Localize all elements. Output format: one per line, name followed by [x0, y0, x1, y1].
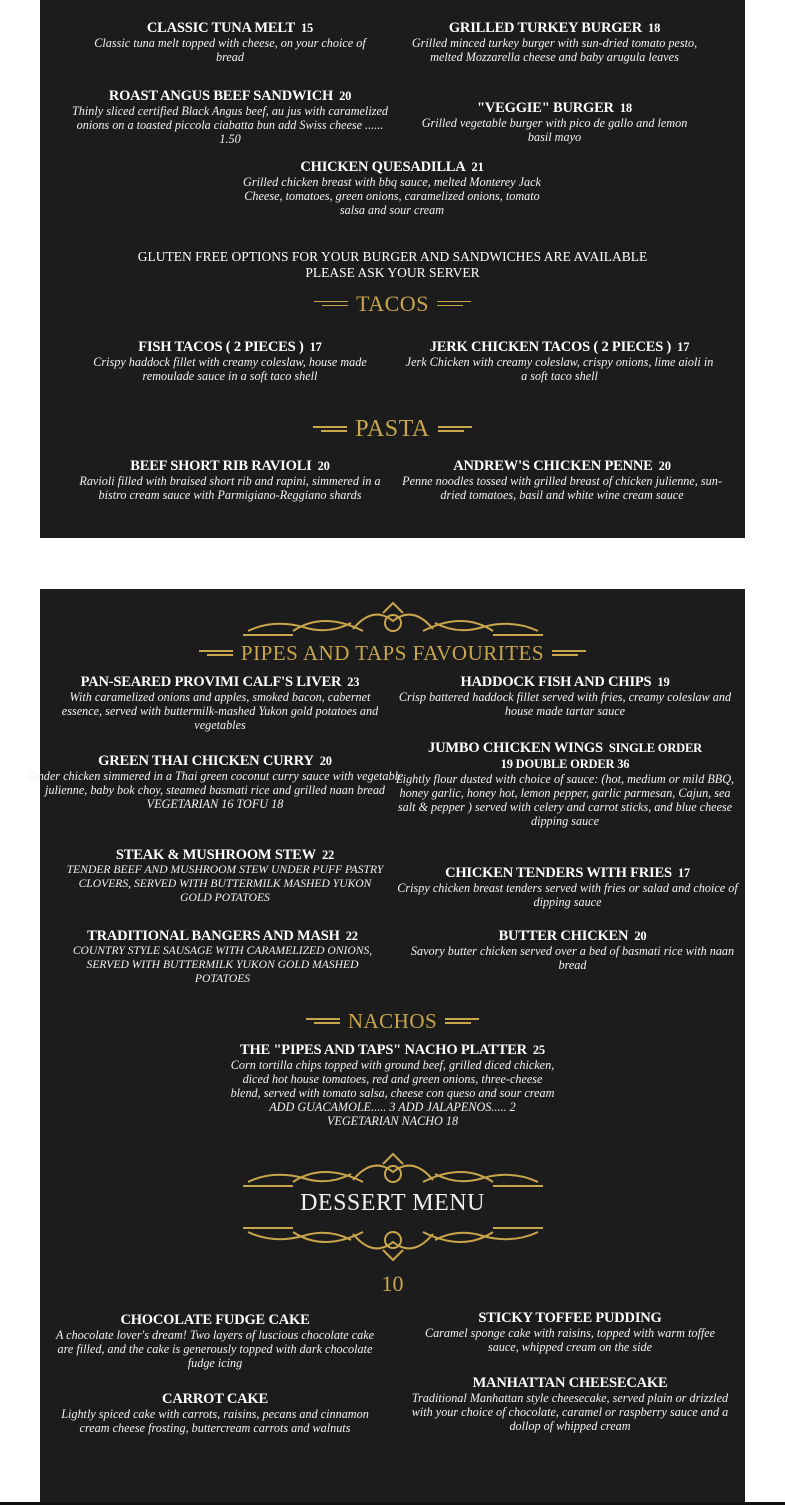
item-description: A chocolate lover's dream! Two layers of luscious chocolate cake are filled, and the cake is generously topped with dark chocolate fudge icing [55, 1328, 375, 1370]
item-name: BEEF SHORT RIB RAVIOLI 20 [130, 458, 330, 474]
item-name: "VEGGIE" BURGER 18 [477, 100, 632, 116]
menu-item [402, 100, 707, 144]
menu-item [55, 674, 385, 732]
item-add-ons: ADD GUACAMOLE..... 3 ADD JALAPENOS..... 2 [269, 1100, 516, 1114]
section-heading-favourites [40, 639, 745, 666]
menu-item [395, 674, 735, 718]
decorative-rule [437, 300, 471, 308]
menu-panel-favourites-dessert [26, 589, 745, 1505]
item-description: Grilled vegetable burger with pico de gallo and lemon basil mayo [421, 116, 688, 144]
menu-item [80, 20, 380, 64]
item-price: 17 [677, 340, 690, 354]
menu-item [60, 928, 385, 986]
item-price: 20 [317, 459, 330, 473]
menu-item [70, 88, 390, 146]
item-name: PAN-SEARED PROVIMI CALF'S LIVER 23 [80, 674, 360, 690]
gluten-free-line: GLUTEN FREE OPTIONS FOR YOUR BURGER AND SANDWICHES ARE AVAILABLE [137, 249, 648, 264]
item-name: FISH TACOS ( 2 PIECES ) 17 [138, 339, 322, 355]
menu-panel-mains [40, 0, 745, 538]
item-price: 20 [634, 929, 647, 943]
item-vegetarian-option: VEGETARIAN NACHO 18 [326, 1114, 459, 1128]
item-description: Penne noodles tossed with grilled breast of chicken julienne, sun-dried tomatoes, basil and white wine cream sauce [402, 474, 722, 502]
menu-item [415, 1310, 725, 1354]
ornament-scroll-icon [40, 1222, 745, 1266]
item-description: Crispy chicken breast tenders served with fries or salad and choice of dipping sauce [397, 881, 738, 909]
item-description: Grilled minced turkey burger with sun-dried tomato pesto, melted Mozzarella cheese and baby arugula leaves [411, 36, 698, 64]
decorative-rule [306, 1017, 340, 1025]
item-description: Savory butter chicken served over a bed of basmati rice with naan bread [410, 944, 735, 972]
menu-item [70, 339, 390, 383]
item-name: GREEN THAI CHICKEN CURRY 20 [98, 753, 332, 769]
menu-item [395, 865, 740, 909]
decorative-rule [445, 1017, 479, 1025]
menu-item [390, 740, 740, 828]
item-name: HADDOCK FISH AND CHIPS 19 [460, 674, 670, 690]
ask-server-line: PLEASE ASK YOUR SERVER [305, 265, 480, 280]
item-price: 25 [532, 1043, 545, 1057]
item-price: SINGLE ORDER [608, 741, 702, 755]
menu-item [402, 20, 707, 64]
item-price: 17 [677, 866, 690, 880]
section-heading-pasta [40, 415, 745, 443]
item-price-double: 19 DOUBLE ORDER 36 [500, 757, 630, 771]
item-price: 19 [657, 675, 670, 689]
item-price: 18 [619, 101, 632, 115]
menu-item [25, 753, 405, 811]
decorative-rule [313, 425, 347, 433]
item-description: With caramelized onions and apples, smoked bacon, cabernet essence, served with buttermilk-mashed Yukon gold potatoes and vegetables [61, 690, 379, 732]
menu-item [65, 458, 395, 502]
section-heading-tacos [40, 289, 745, 317]
decorative-rule [199, 649, 233, 657]
item-name: TRADITIONAL BANGERS AND MASH 22 [87, 928, 358, 944]
menu-item [220, 1042, 565, 1128]
item-name: CARROT CAKE [162, 1391, 268, 1407]
item-price: 20 [658, 459, 671, 473]
item-description: TENDER BEEF AND MUSHROOM STEW UNDER PUFF PASTRY CLOVERS, SERVED WITH BUTTERMILK MASHED YUKON GOLD POTATOES [66, 863, 384, 904]
item-name: STICKY TOFFEE PUDDING [478, 1310, 662, 1326]
menu-item [402, 339, 717, 383]
item-name: ANDREW'S CHICKEN PENNE 20 [453, 458, 671, 474]
menu-item [55, 1312, 375, 1370]
item-name: JERK CHICKEN TACOS ( 2 PIECES ) 17 [429, 339, 690, 355]
decorative-rule [314, 300, 348, 308]
item-name: CHOCOLATE FUDGE CAKE [120, 1312, 310, 1328]
item-description: Lightly flour dusted with choice of sauce: (hot, medium or mild BBQ, honey garlic, honey hot, lemon pepper, garlic parmesan, Cajun, sea salt & pepper ) served with celery and carrot sticks, and blue cheese dipping sauce [395, 772, 735, 828]
dessert-menu-title: DESSERT MENU [300, 1190, 485, 1216]
section-title: PASTA [355, 415, 430, 442]
item-price: 18 [648, 21, 661, 35]
decorative-rule [438, 425, 472, 433]
item-description: Ravioli filled with braised short rib and rapini, simmered in a bistro cream sauce with Parmigiano-Reggiano shards [79, 474, 381, 502]
section-title: TACOS [356, 290, 429, 316]
item-description: Traditional Manhattan style cheesecake, served plain or drizzled with your choice of chocolate, caramel or raspberry sauce and a dollop of whipped cream [411, 1391, 729, 1433]
item-price: 20 [319, 754, 332, 768]
item-name: CLASSIC TUNA MELT 15 [146, 20, 314, 36]
item-description: Jerk Chicken with creamy coleslaw, crispy onions, lime aioli in a soft taco shell [405, 355, 714, 383]
item-name: STEAK & MUSHROOM STEW 22 [115, 847, 335, 863]
menu-item [65, 847, 385, 905]
item-price: 22 [345, 929, 358, 943]
item-description: Corn tortilla chips topped with ground beef, grilled diced chicken, diced hot house tomatoes, red and green onions, three-cheese blend, served with tomato salsa, cheese con queso and sour cream [230, 1058, 555, 1100]
item-description: Tender chicken simmered in a Thai green coconut curry sauce with vegetable julienne, baby bok choy, steamed basmati rice and grilled naan bread [26, 769, 404, 797]
gluten-free-notice [40, 249, 745, 281]
item-description: Thinly sliced certified Black Angus beef, au jus with caramelized onions on a toasted piccola ciabatta bun add Swiss cheese ...... 1.50 [72, 104, 388, 146]
section-title: NACHOS [347, 1008, 438, 1033]
item-description: Lightly spiced cake with carrots, raisins, pecans and cinnamon cream cheese frosting, buttercream carrots and walnuts [61, 1407, 369, 1435]
item-description: Classic tuna melt topped with cheese, on your choice of bread [94, 36, 366, 64]
item-price: 20 [339, 89, 352, 103]
menu-item [402, 458, 722, 502]
item-price: 21 [471, 160, 484, 174]
section-heading-nachos [40, 1007, 745, 1034]
item-description: Caramel sponge cake with raisins, topped with warm toffee sauce, whipped cream on the side [424, 1326, 716, 1354]
item-price: 22 [321, 848, 335, 862]
item-price: 17 [309, 340, 322, 354]
item-name: BUTTER CHICKEN 20 [498, 928, 647, 944]
decorative-rule [552, 649, 586, 657]
item-description: Grilled chicken breast with bbq sauce, melted Monterey Jack Cheese, tomatoes, green onions, caramelized onions, tomato salsa and sour cream [243, 175, 541, 217]
item-name: MANHATTAN CHEESECAKE [472, 1375, 668, 1391]
item-name: CHICKEN QUESADILLA 21 [300, 159, 484, 175]
menu-item [405, 928, 740, 972]
menu-item [410, 1375, 730, 1433]
item-name: CHICKEN TENDERS WITH FRIES 17 [445, 865, 690, 881]
item-name: JUMBO CHICKEN WINGS SINGLE ORDER [428, 740, 702, 756]
dessert-price: 10 [381, 1271, 404, 1296]
item-description: COUNTRY STYLE SAUSAGE WITH CARAMELIZED ONIONS, SERVED WITH BUTTERMILK YUKON GOLD MASHED POTATOES [72, 944, 373, 985]
item-name: THE "PIPES AND TAPS" NACHO PLATTER 25 [240, 1042, 545, 1058]
item-price: 23 [347, 675, 360, 689]
menu-item [242, 159, 542, 217]
item-description: Crisp battered haddock fillet served with fries, creamy coleslaw and house made tartar sauce [398, 690, 732, 718]
item-name: GRILLED TURKEY BURGER 18 [448, 20, 661, 36]
item-price: 15 [301, 21, 314, 35]
item-vegetarian-option: VEGETARIAN 16 TOFU 18 [146, 797, 284, 811]
item-description: Crispy haddock fillet with creamy coleslaw, house made remoulade sauce in a soft taco shell [93, 355, 367, 383]
item-name: ROAST ANGUS BEEF SANDWICH 20 [108, 88, 352, 104]
section-title: PIPES AND TAPS FAVOURITES [240, 640, 545, 665]
menu-item [55, 1391, 375, 1435]
